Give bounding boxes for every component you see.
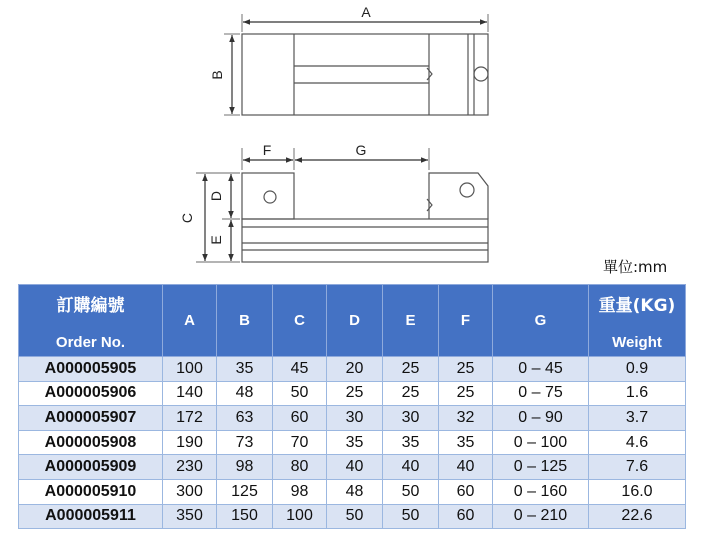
spec-table [18,284,686,529]
side-view [179,142,488,262]
cell-g: 0 – 125 [493,455,589,480]
cell-g: 0 – 45 [493,357,589,382]
cell-weight: 0.9 [589,357,686,382]
cell-e: 30 [383,406,439,431]
header-f: F [439,285,493,357]
cell-f: 25 [439,357,493,382]
cell-g: 0 – 160 [493,479,589,504]
cell-d: 50 [327,504,383,529]
cell-code: A000005910 [19,479,163,504]
spec-table-body [19,357,686,529]
table-header-row [19,285,686,357]
table-row [19,381,686,406]
cell-weight: 3.7 [589,406,686,431]
table-row [19,479,686,504]
table-row [19,504,686,529]
dim-c-label: C [179,212,195,224]
cell-a: 300 [163,479,217,504]
table-row [19,430,686,455]
header-order-no-en: Order No. [55,333,126,351]
cell-a: 190 [163,430,217,455]
cell-c: 70 [273,430,327,455]
cell-e: 25 [383,381,439,406]
cell-code: A000005909 [19,455,163,480]
cell-code: A000005907 [19,406,163,431]
cell-code: A000005905 [19,357,163,382]
cell-d: 25 [327,381,383,406]
cell-g: 0 – 90 [493,406,589,431]
cell-g: 0 – 100 [493,430,589,455]
header-d: D [327,285,383,357]
cell-c: 50 [273,381,327,406]
cell-b: 150 [217,504,273,529]
header-c: C [273,285,327,357]
cell-c: 45 [273,357,327,382]
cell-g: 0 – 210 [493,504,589,529]
cell-f: 60 [439,504,493,529]
cell-a: 100 [163,357,217,382]
cell-f: 40 [439,455,493,480]
dim-d-label: D [208,190,224,202]
header-weight-zh: 重量(KG) [598,295,676,316]
cell-b: 35 [217,357,273,382]
cell-b: 98 [217,455,273,480]
cell-d: 30 [327,406,383,431]
table-row [19,455,686,480]
cell-weight: 22.6 [589,504,686,529]
cell-c: 100 [273,504,327,529]
cell-a: 172 [163,406,217,431]
header-a: A [163,285,217,357]
cell-d: 48 [327,479,383,504]
cell-d: 35 [327,430,383,455]
cell-b: 125 [217,479,273,504]
cell-a: 350 [163,504,217,529]
cell-c: 80 [273,455,327,480]
cell-a: 140 [163,381,217,406]
dim-f-label: F [262,142,272,158]
cell-code: A000005908 [19,430,163,455]
unit-label: 單位:mm [603,258,668,276]
cell-f: 32 [439,406,493,431]
cell-weight: 7.6 [589,455,686,480]
cell-code: A000005906 [19,381,163,406]
header-order-no-zh: 訂購編號 [56,295,125,316]
cell-b: 48 [217,381,273,406]
header-b: B [217,285,273,357]
cell-e: 40 [383,455,439,480]
cell-e: 50 [383,504,439,529]
cell-b: 63 [217,406,273,431]
cell-f: 25 [439,381,493,406]
cell-weight: 4.6 [589,430,686,455]
header-order-no [19,285,163,357]
header-e: E [383,285,439,357]
dim-b-label: B [209,70,225,80]
header-weight-en: Weight [612,333,662,351]
header-g: G [493,285,589,357]
cell-c: 98 [273,479,327,504]
cell-a: 230 [163,455,217,480]
dim-a-label: A [361,4,371,20]
cell-code: A000005911 [19,504,163,529]
cell-e: 25 [383,357,439,382]
cell-weight: 1.6 [589,381,686,406]
table-row [19,357,686,382]
cell-c: 60 [273,406,327,431]
table-row [19,406,686,431]
cell-d: 40 [327,455,383,480]
cell-e: 35 [383,430,439,455]
top-view [209,4,488,115]
cell-weight: 16.0 [589,479,686,504]
cell-f: 35 [439,430,493,455]
dim-e-label: E [208,235,224,245]
header-weight [589,285,686,357]
cell-d: 20 [327,357,383,382]
cell-b: 73 [217,430,273,455]
cell-g: 0 – 75 [493,381,589,406]
dim-g-label: G [355,142,367,158]
cell-f: 60 [439,479,493,504]
cell-e: 50 [383,479,439,504]
